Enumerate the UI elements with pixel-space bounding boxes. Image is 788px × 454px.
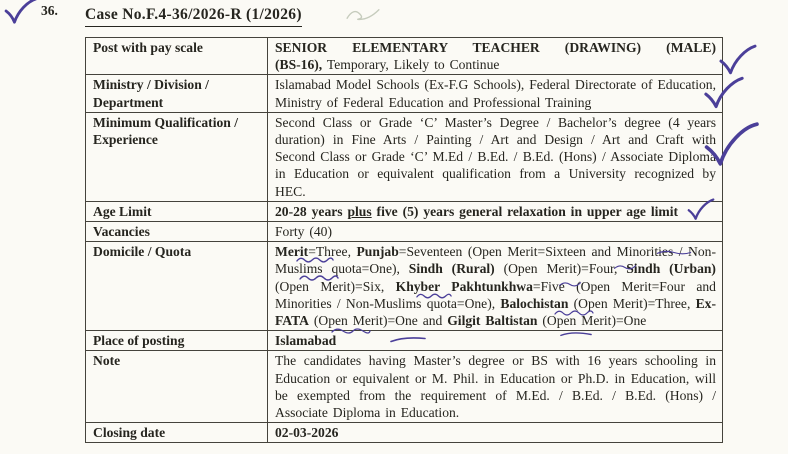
text-segment: Islamabad: [275, 333, 337, 349]
text-segment: Second Class or Grade ‘C’ Master’s Degree / Bachelor’s degree (4 years duration) in Fine Arts / Painting / Art and Design / Art and Craft with Second Class or Grade ‘C’ M.Ed / B.Ed. / B.Ed. (Hons) / Associate Diploma in Education or equivalent qualification from a University recognized by HEC.: [275, 114, 716, 199]
text-segment: Merit: [275, 244, 309, 260]
text-segment: Forty (40): [275, 224, 333, 240]
text-segment: (Open Merit)=Six,: [275, 278, 396, 294]
text-segment: 20-28 years: [275, 203, 348, 219]
table-row: [86, 201, 723, 221]
text-segment: Sindh (Rural): [408, 261, 495, 277]
row-label: Post with pay scale: [86, 38, 268, 75]
row-value: [268, 242, 723, 331]
row-label: Vacancies: [86, 222, 268, 242]
text-segment: SENIOR ELEMENTARY TEACHER (DRAWING) (MALE): [275, 40, 716, 55]
case-table-body: [86, 38, 723, 443]
table-row: [86, 331, 723, 351]
text-segment: (Open Merit)=Four,: [494, 261, 627, 277]
table-row: [86, 112, 723, 201]
value-line: [275, 56, 716, 73]
row-label: Ministry / Division / Department: [86, 75, 268, 112]
row-value: [268, 222, 723, 242]
row-label: Place of posting: [86, 331, 268, 351]
row-value: [268, 351, 723, 423]
text-segment: Sindh (Urban): [626, 261, 716, 277]
pen-checkmark-icon: [3, 0, 39, 25]
text-segment: Punjab: [356, 244, 399, 260]
text-segment: The candidates having Master’s degree or BS with 16 years schooling in Education or equivalent or M. Phil. in Education or Ph.D. in Education, will be exempted from the requirement of M.Ed. / B.Ed. / B.Ed. (Hons) / Associate Diploma in Education.: [275, 353, 716, 421]
faint-scribble-icon: [345, 5, 381, 23]
table-row: [86, 222, 723, 242]
text-segment: plus: [347, 203, 372, 219]
text-segment: =Three,: [308, 244, 357, 260]
text-segment: Gilgit Baltistan: [447, 313, 538, 329]
text-segment: Khyber Pakhtunkhwa: [395, 278, 533, 294]
text-segment: (Open Merit)=One and: [308, 313, 448, 329]
value-line: [275, 39, 716, 56]
text-segment: (Open Merit)=One: [537, 313, 647, 329]
row-value: [268, 75, 723, 112]
row-value: [268, 331, 723, 351]
table-row: [86, 38, 723, 75]
text-segment: (BS-16),: [275, 57, 323, 73]
text-segment: Balochistan: [500, 295, 569, 311]
text-segment: Ex-FATA: [275, 295, 716, 329]
case-item-number: 36.: [41, 3, 58, 18]
row-label: Closing date: [86, 423, 268, 443]
case-details-table: [85, 37, 723, 443]
table-row: [86, 423, 723, 443]
row-value: [268, 38, 723, 75]
page-title: Case No.F.4-36/2026-R (1/2026): [85, 6, 302, 27]
row-value: [268, 423, 723, 443]
row-label: Minimum Qualification / Experience: [86, 112, 268, 201]
text-segment: 02-03-2026: [275, 425, 339, 441]
table-row: [86, 75, 723, 112]
text-segment: =Seventeen (Open Merit=Sixteen and Minorities / Non-Muslims quota=One),: [275, 244, 716, 277]
row-label: Note: [86, 351, 268, 423]
row-value: [268, 201, 723, 221]
row-value: [268, 112, 723, 201]
text-segment: Islamabad Model Schools (Ex-F.G Schools), Federal Directorate of Education, Ministry of Federal Education and Professional Training: [275, 77, 716, 110]
text-segment: Temporary, Likely to Continue: [322, 57, 500, 73]
text-segment: (Open Merit)=Three,: [568, 295, 696, 311]
table-row: [86, 242, 723, 331]
text-segment: =Five (Open Merit=Four and Minorities / Non-Muslims quota=One),: [275, 278, 716, 311]
text-segment: five (5) years general relaxation in upper age limit: [371, 203, 679, 219]
table-row: [86, 351, 723, 423]
row-label: Age Limit: [86, 201, 268, 221]
row-label: Domicile / Quota: [86, 242, 268, 331]
